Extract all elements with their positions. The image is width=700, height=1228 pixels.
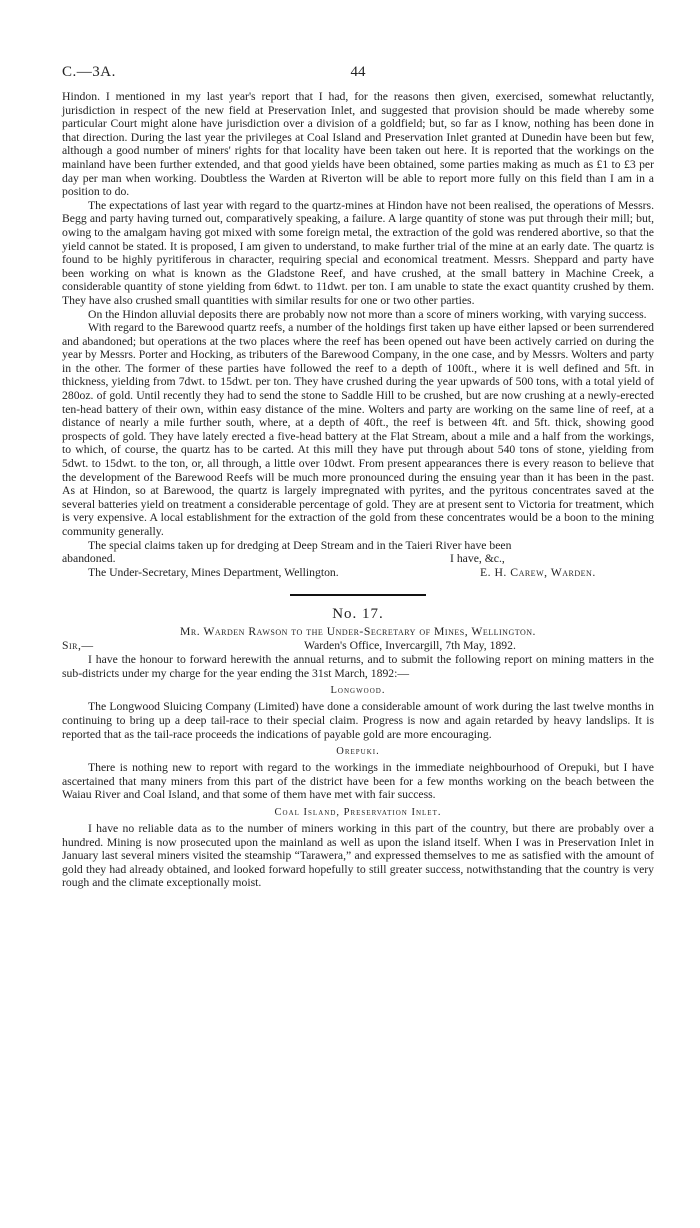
letter-salutation-line	[62, 639, 654, 653]
page-number: 44	[350, 64, 366, 80]
section-text: I have no reliable data as to the number of miners working in this part of the country, but there are probably over a hundred. Mining is now prosecuted upon the mainland as well as upon the island itself. When I was in Preservation Inlet in January last several miners visited the steamship “Tarawera,” and expressed themselves to me as satisfied with the amount of gold they had already obtained, and looked forward hopefully to still greater success, notwithstanding that the country is very rough and the climate exceptionally moist.	[62, 821, 654, 890]
page-header	[62, 64, 654, 90]
valediction: I have, &c.,	[450, 552, 505, 566]
document-reference: C.—3A.	[62, 64, 116, 80]
section-text: There is nothing new to report with regard to the workings in the immediate neighbourhood of Orepuki, but I have ascertained that many miners from this part of the district have been for a few months working on the beach between the Waiau River and Coal Island, and that some of them have met with fair success.	[62, 761, 654, 802]
body-paragraph: With regard to the Barewood quartz reefs, a number of the holdings first taken up have either lapsed or been surrendered and abandoned; but operations at the two places where the reef has been opened out have been actively carried on during the year by Messrs. Porter and Hocking, as tributers of the Barewood Company, in the one case, and by Messrs. Wolters and party in the other. The former of these parties have followed the reef to a depth of 100ft., where it is well defined and 5ft. in thickness, yielding from 7dwt. to 15dwt. per ton. They have crushed during the year upwards of 500 tons, with a total yield of 280oz. of gold. Until recently they had to send the stone to Saddle Hill to be crushed, but are now crushing at a newly-erected ten-head battery of their own, within easy distance of the mine. Wolters and party are working on the same line of reef, at a distance of nearly a mile further south, where, at a depth of 40ft., the reef is between 4ft. and 5ft. thick, showing good prospects of gold. They have lately erected a five-head battery at the Flat Stream, about a mile and a half from the workings, to which, of course, the quartz has to be carted. At this mill they have put through about 540 tons of stone, yielding from 5dwt. to 15dwt. to the ton, or, all through, a little over 10dwt. From present appearances there is every reason to believe that the development of the Barewood Reefs will be much more pronounced during the ensuing year than it has been in the past. As at Hindon, so at Barewood, the quartz is largely impregnated with pyrites, and the pyritous concentrates saved at the several batteries yield on treatment a considerable percentage of gold. They are at present sent to Victoria for treatment, which is very expensive. A local establishment for the extraction of the gold from these concentrates would be a boon to the mining community generally.	[62, 321, 654, 538]
letter-number: No. 17.	[332, 606, 384, 623]
closing-line-1	[62, 552, 654, 566]
section-heading: Longwood.	[330, 685, 386, 697]
addressee: The Under-Secretary, Mines Department, Wellington.	[88, 566, 339, 580]
section-text: The Longwood Sluicing Company (Limited) have done a considerable amount of work during the last twelve months in continuing to bring up a deep tail-race to their special claim. Progress is now and again retarded by heavy landslips. It is reported that as the tail-race proceeds the indications of payable gold are more encouraging.	[62, 700, 654, 741]
closing-line-2	[62, 566, 654, 580]
body-paragraph: The expectations of last year with regard to the quartz-mines at Hindon have not been realised, the operations of Messrs. Begg and party having turned out, comparatively speaking, a failure. A large quantity of stone was put through their mill; but, owing to the amalgam having got mixed with some foreign metal, the extraction of the gold was rendered abortive, so that the yield cannot be stated. It is proposed, I am given to understand, to make further trial of the mine at an early date. The quartz is found to be highly pyritiferous in character, requiring special and economical treatment. Messrs. Sheppard and party have been working on what is known as the Gladstone Reef, and have crushed, at the small battery in Machine Creek, a considerable quantity of stone yielding from 6dwt. to 11dwt. per ton. I am unable to state the exact quantity crushed by them. They have also crushed small quantities with similar results for one or two other parties.	[62, 198, 654, 307]
body-paragraph: On the Hindon alluvial deposits there are probably now not more than a score of miners working, with varying success.	[88, 307, 647, 321]
letter-route: Mr. Warden Rawson to the Under-Secretary of Mines, Wellington.	[180, 625, 536, 639]
body-paragraph: Hindon. I mentioned in my last year's report that I had, for the reasons then given, exercised, somewhat reluctantly, jurisdiction in respect of the new field at Preservation Inlet, and suggested that provision should be made whereby some particular Court might alone have jurisdiction over a division of a goldfield; but, so far as I know, nothing has been done in that direction. During the last year the privileges at Coal Island and Preservation Inlet granted at Dunedin have been but few, although a good number of miners' rights for that locality have been taken out here. It is reported that the workings on the mainland have been further extended, and that good yields have been obtained, some parties making as much as £1 to £3 per day per man when working. Doubtless the Warden at Riverton will be able to report more fully on this field than I am in a position to do.	[62, 90, 654, 199]
office-date: Warden's Office, Invercargill, 7th May, 1892.	[304, 639, 516, 653]
body-paragraph: The special claims taken up for dredging at Deep Stream and in the Taieri River have been	[88, 538, 512, 552]
section-divider	[290, 594, 426, 596]
closing-abandoned: abandoned.	[62, 552, 116, 566]
section-heading: Coal Island, Preservation Inlet.	[274, 806, 442, 818]
page	[62, 64, 654, 890]
letter-intro: I have the honour to forward herewith the annual returns, and to submit the following report on mining matters in the sub-districts under my charge for the year ending the 31st March, 1892:—	[62, 653, 654, 680]
salutation: Sir,—	[62, 639, 94, 653]
signature: E. H. Carew, Warden.	[480, 566, 596, 580]
section-heading: Orepuki.	[336, 746, 380, 758]
